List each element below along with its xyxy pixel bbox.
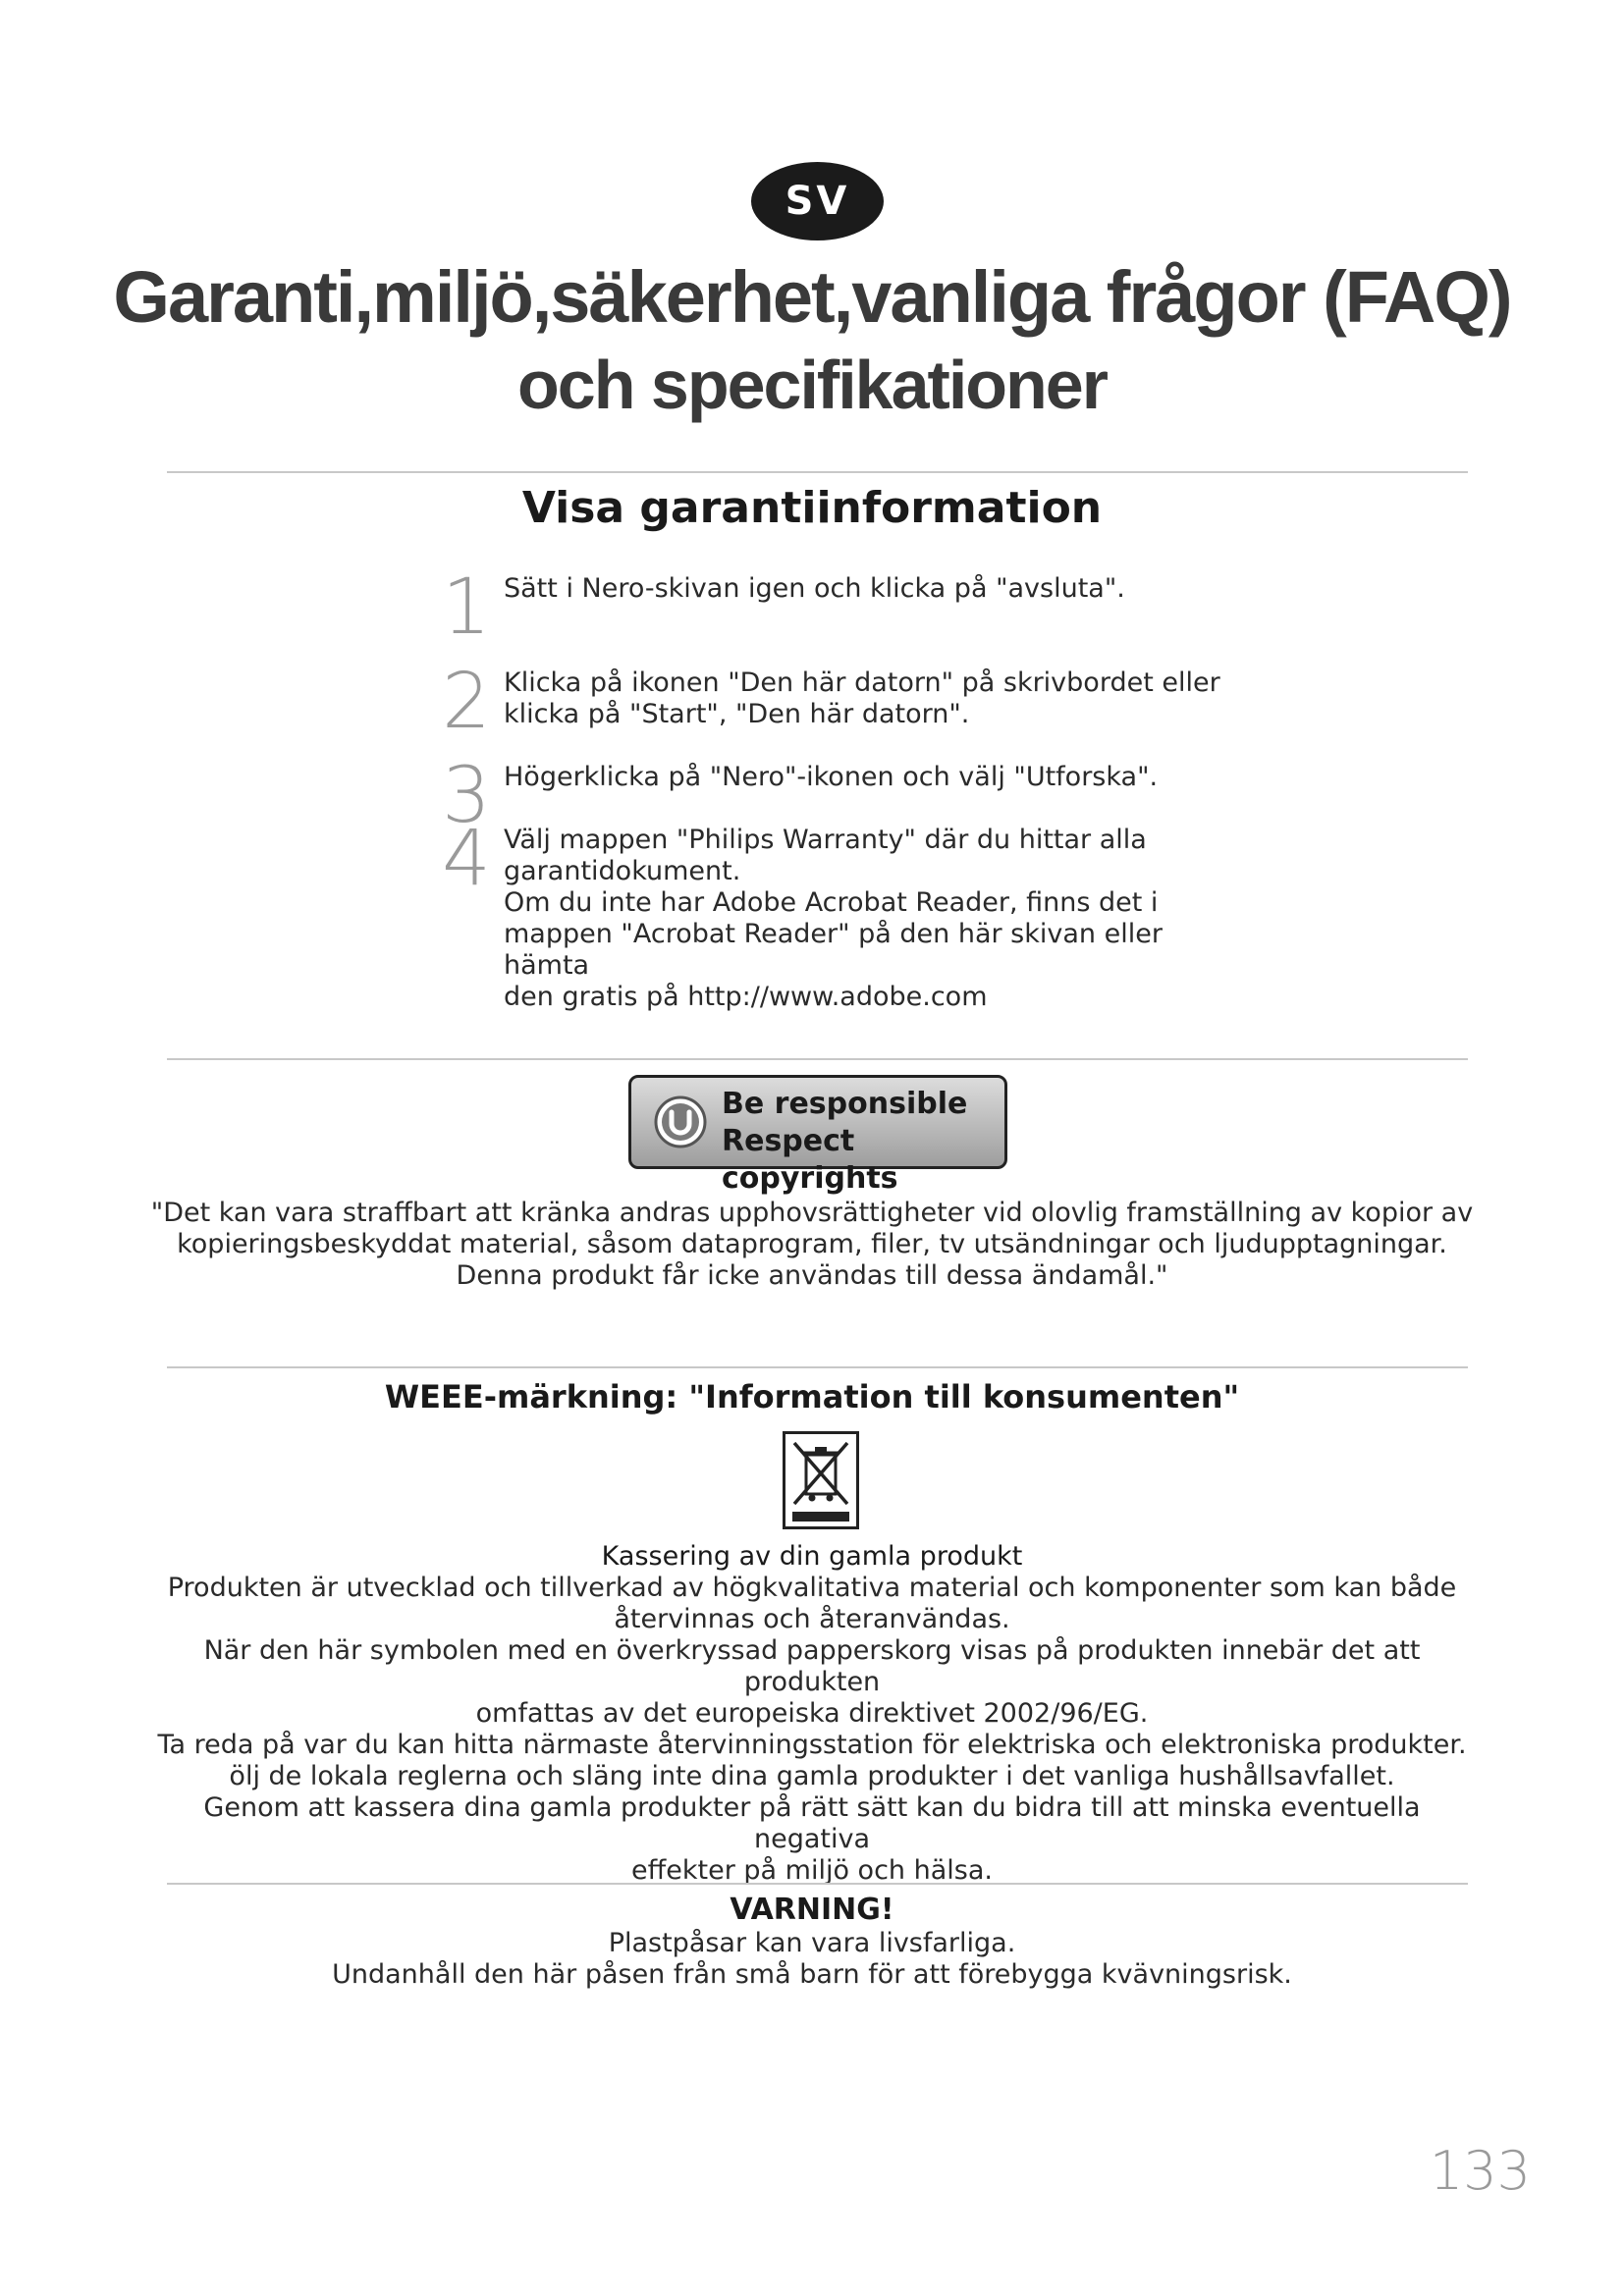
step-text: Välj mappen "Philips Warranty" där du hittar alla garantidokument. Om du inte har Adobe Acrobat Reader, finns det i mappen "Acrobat Reader" på den här skivan eller hämta den gratis på http://www.adobe.com bbox=[504, 825, 1163, 1012]
warranty-heading: Visa garantiinformation bbox=[521, 483, 1103, 533]
copyright-notice bbox=[147, 1198, 1477, 1292]
divider-1 bbox=[167, 471, 1468, 473]
step-text: Klicka på ikonen "Den här datorn" på skrivbordet eller klicka på "Start", "Den här datorn". bbox=[504, 667, 1220, 729]
weee-line: Ta reda på var du kan hitta närmaste återvinningsstation för elektriska och elektroniska produkter. bbox=[157, 1730, 1467, 1760]
weee-line: Produkten är utvecklad och tillverkad av högkvalitativa material och komponenter som kan både bbox=[167, 1573, 1457, 1603]
page-title-line-2: och specifikationer bbox=[517, 347, 1107, 423]
step-number: 1 bbox=[442, 563, 491, 652]
weee-subheading: Kassering av din gamla produkt bbox=[601, 1541, 1023, 1572]
warning-heading: VARNING! bbox=[730, 1893, 894, 1927]
copyright-line: Denna produkt får icke användas till dessa ändamål." bbox=[456, 1260, 1168, 1291]
copyright-line: kopieringsbeskyddat material, såsom dataprogram, filer, tv utsändningar och ljudupptagningar. bbox=[177, 1229, 1447, 1259]
divider-2 bbox=[167, 1058, 1468, 1060]
copyright-line: "Det kan vara straffbart att kränka andras upphovsrättigheter vid olovlig framställning av kopior av bbox=[150, 1198, 1474, 1228]
step-text: Sätt i Nero-skivan igen och klicka på "avsluta". bbox=[504, 573, 1125, 604]
step-number: 3 bbox=[442, 752, 491, 840]
weee-line: effekter på miljö och hälsa. bbox=[631, 1855, 993, 1886]
weee-line: När den här symbolen med en överkryssad papperskorg visas på produkten innebär det att produkten bbox=[203, 1635, 1421, 1697]
weee-line: Genom att kassera dina gamla produkter på rätt sätt kan du bidra till att minska eventuella negativa bbox=[203, 1792, 1421, 1854]
language-badge: SV bbox=[751, 162, 884, 240]
divider-4 bbox=[167, 1883, 1468, 1885]
page-number: 133 bbox=[1429, 2140, 1531, 2202]
weee-heading: WEEE-märkning: "Information till konsumenten" bbox=[384, 1378, 1240, 1415]
weee-line: ölj de lokala reglerna och släng inte dina gamla produkter i det vanliga hushållsavfallet. bbox=[229, 1761, 1395, 1791]
weee-text bbox=[147, 1573, 1477, 1887]
weee-line: återvinnas och återanvändas. bbox=[614, 1604, 1010, 1634]
divider-3 bbox=[167, 1366, 1468, 1368]
warning-line: Undanhåll den här påsen från små barn för att förebygga kvävningsrisk. bbox=[332, 1959, 1292, 1990]
warning-line: Plastpåsar kan vara livsfarliga. bbox=[608, 1928, 1016, 1958]
be-responsible-text bbox=[722, 1086, 1004, 1198]
warning-text bbox=[147, 1928, 1477, 1991]
step-number: 2 bbox=[442, 658, 491, 746]
step-number: 4 bbox=[442, 815, 491, 903]
badge-line-2: Respect copyrights bbox=[722, 1124, 898, 1196]
page-title-line-1: Garanti,miljö,säkerhet,vanliga frågor (FAQ) bbox=[113, 256, 1511, 338]
crossed-out-wheelie-bin-icon bbox=[783, 1431, 859, 1529]
step-text: Högerklicka på "Nero"-ikonen och välj "Utforska". bbox=[504, 762, 1159, 792]
be-responsible-badge bbox=[628, 1075, 1007, 1196]
copyright-u-icon bbox=[653, 1095, 708, 1149]
weee-line: omfattas av det europeiska direktivet 2002/96/EG. bbox=[475, 1698, 1149, 1729]
badge-line-1: Be responsible bbox=[722, 1087, 968, 1121]
